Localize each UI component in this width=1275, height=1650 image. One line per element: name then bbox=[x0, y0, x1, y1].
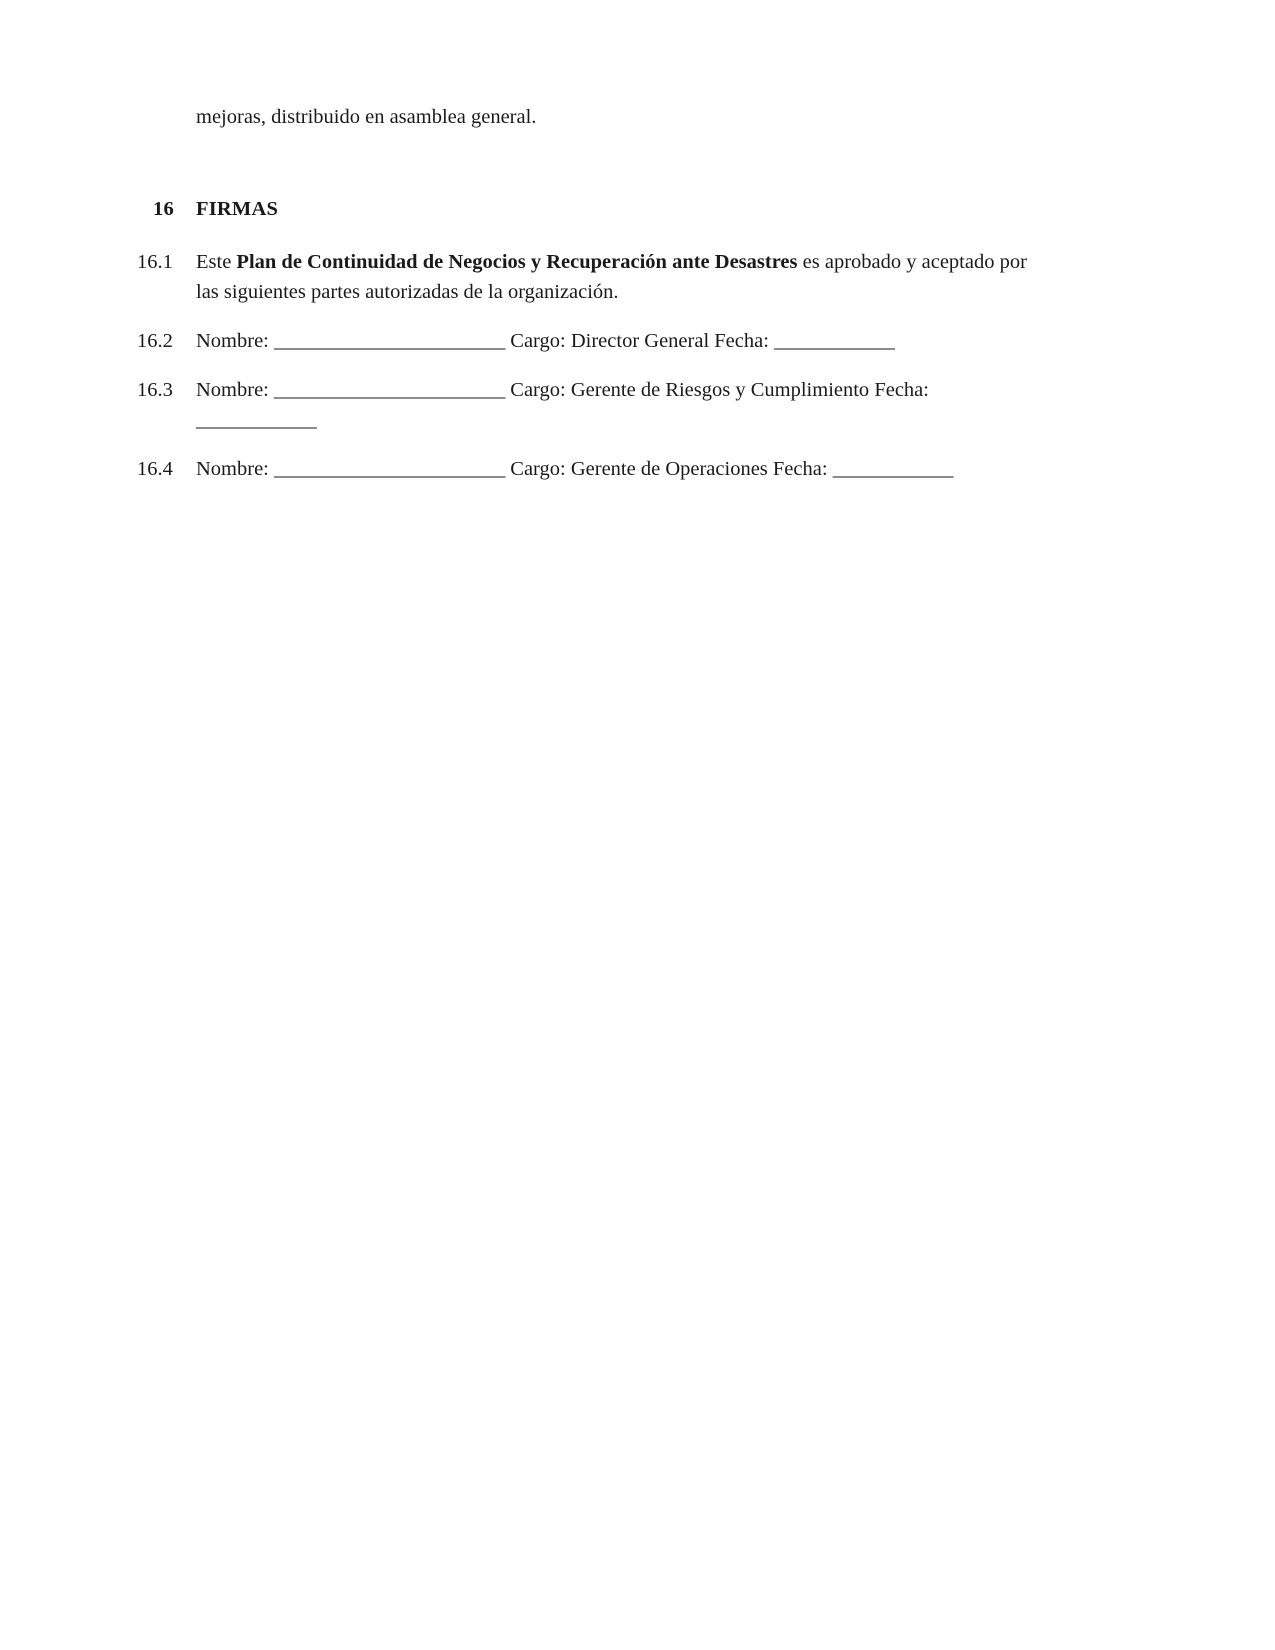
clause-16-2 bbox=[137, 326, 1037, 356]
role-value: Gerente de Riesgos y Cumplimiento bbox=[570, 379, 870, 401]
signature-line bbox=[196, 454, 1037, 484]
clause-text-bold: Plan de Continuidad de Negocios y Recuperación ante Desastres bbox=[236, 251, 798, 273]
signature-line bbox=[196, 375, 1037, 435]
name-label: Nombre: bbox=[196, 330, 269, 352]
role-label: Cargo: bbox=[510, 379, 566, 401]
section-number: 16 bbox=[153, 198, 174, 220]
clause-16-3 bbox=[137, 375, 1037, 435]
clause-number: 16.2 bbox=[137, 330, 173, 352]
role-value: Gerente de Operaciones bbox=[570, 458, 768, 480]
intro-paragraph: mejoras, distribuido en asamblea general. bbox=[196, 106, 537, 128]
clause-number: 16.1 bbox=[137, 251, 173, 273]
name-blank-field[interactable]: _______________________ bbox=[274, 379, 506, 401]
date-label: Fecha: bbox=[714, 330, 769, 352]
role-label: Cargo: bbox=[510, 330, 566, 352]
clause-number: 16.4 bbox=[137, 458, 173, 480]
date-label: Fecha: bbox=[772, 458, 828, 480]
role-label: Cargo: bbox=[510, 458, 566, 480]
clause-16-1 bbox=[137, 247, 1037, 307]
date-label: Fecha: bbox=[874, 379, 929, 401]
spacer-before-16-3 bbox=[137, 356, 1037, 375]
clause-number: 16.3 bbox=[137, 379, 173, 401]
page-content bbox=[137, 103, 1037, 484]
date-blank-field[interactable]: ____________ bbox=[774, 330, 895, 352]
date-blank-field[interactable]: ____________ bbox=[196, 409, 317, 431]
spacer-before-heading bbox=[137, 132, 1037, 194]
name-blank-field[interactable]: _______________________ bbox=[274, 458, 506, 480]
section-title: FIRMAS bbox=[196, 198, 279, 220]
name-label: Nombre: bbox=[196, 458, 269, 480]
spacer-before-16-2 bbox=[137, 307, 1037, 326]
section-heading-firmas bbox=[137, 194, 1037, 224]
role-value: Director General bbox=[570, 330, 710, 352]
clause-text-after: es aprobado y aceptado por las siguientes partes autorizadas de la organización. bbox=[196, 251, 1027, 303]
date-blank-field[interactable]: ____________ bbox=[832, 458, 954, 480]
signature-line bbox=[196, 326, 1037, 356]
spacer-after-heading bbox=[137, 224, 1037, 247]
clause-text-before: Este bbox=[196, 251, 237, 273]
clause-text bbox=[196, 247, 1037, 307]
name-blank-field[interactable]: _______________________ bbox=[274, 330, 506, 352]
clause-16-4 bbox=[137, 454, 1037, 484]
name-label: Nombre: bbox=[196, 379, 269, 401]
spacer-before-16-4 bbox=[137, 435, 1037, 454]
